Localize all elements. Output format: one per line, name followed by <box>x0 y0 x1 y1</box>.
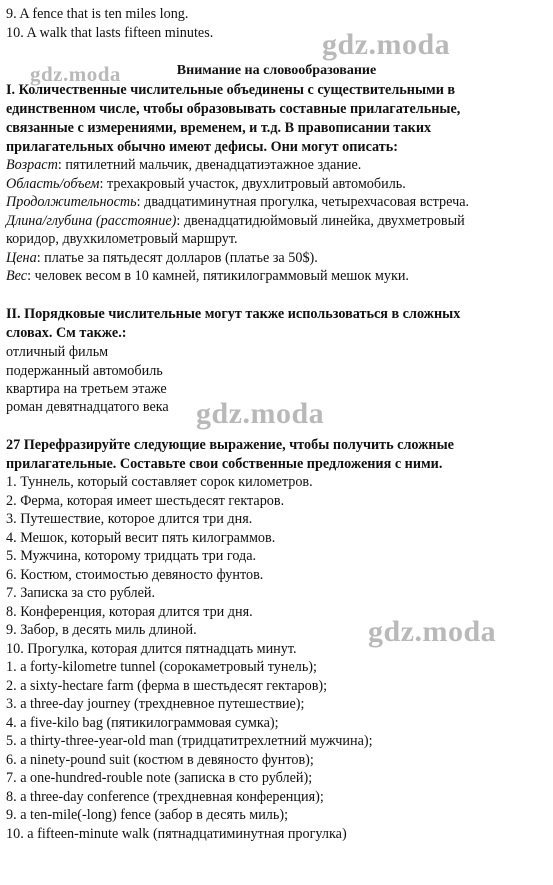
section1-heading-line: связанные с измерениями, временем, и т.д. В правописании таких <box>6 120 432 136</box>
item-text: коридор, двухкилометровый маршрут. <box>6 231 238 247</box>
item-label: Продолжительность <box>6 194 137 210</box>
answer-item: 5. a thirty-three-year-old man (тридцатитрехлетний мужчина); <box>6 733 373 749</box>
answer-item: 1. a forty-kilometre tunnel (сорокаметровый тунель); <box>6 659 317 675</box>
exercise-item: 2. Ферма, которая имеет шестьдесят гектаров. <box>6 493 285 509</box>
section1-heading-line: прилагательных обычно имеют дефисы. Они могут описать: <box>6 139 398 155</box>
exercise-heading-line: 27 Перефразируйте следующие выражение, чтобы получить сложные <box>6 437 454 453</box>
item-label: Возраст <box>6 157 58 173</box>
item-label: Область/объем <box>6 176 100 192</box>
top-line-1: 9. A fence that is ten miles long. <box>6 6 189 22</box>
item-label: Цена <box>6 250 37 266</box>
answer-item: 10. a fifteen-minute walk (пятнадцатиминутная прогулка) <box>6 826 347 842</box>
exercise-item: 4. Мешок, который весит пять килограммов. <box>6 530 276 546</box>
watermark-top-right: gdz.moda <box>322 28 451 61</box>
section2-example: роман девятнадцатого века <box>6 399 169 415</box>
item-text: : человек весом в 10 камней, пятикилограммовый мешок муки. <box>27 268 409 284</box>
exercise-item: 6. Костюм, стоимостью девяносто фунтов. <box>6 567 264 583</box>
exercise-item: 1. Туннель, который составляет сорок километров. <box>6 474 313 490</box>
section-title: Внимание на словообразование <box>176 63 377 78</box>
exercise-item: 8. Конференция, которая длится три дня. <box>6 604 253 620</box>
exercise-item: 10. Прогулка, которая длится пятнадцать минут. <box>6 641 297 657</box>
watermark-middle: gdz.moda <box>196 397 325 430</box>
section1-heading-line: единственном числе, чтобы образовывать составные прилагательные, <box>6 101 461 117</box>
watermark-bottom-right: gdz.moda <box>368 615 497 648</box>
answer-item: 8. a three-day conference (трехдневная конференция); <box>6 789 324 805</box>
answer-item: 3. a three-day journey (трехдневное путешествие); <box>6 696 305 712</box>
item-text: : пятилетний мальчик, двенадцатиэтажное здание. <box>57 157 362 173</box>
section2-example: отличный фильм <box>6 344 109 360</box>
answer-item: 2. a sixty-hectare farm (ферма в шестьдесят гектаров); <box>6 678 328 694</box>
answer-item: 4. a five-kilo bag (пятикилограммовая сумка); <box>6 715 279 731</box>
exercise-heading-line: прилагательные. Составьте свои собственные предложения с ними. <box>6 456 443 472</box>
exercise-item: 3. Путешествие, которое длится три дня. <box>6 511 253 527</box>
exercise-item: 5. Мужчина, которому тридцать три года. <box>6 548 257 564</box>
section1-item-length <box>6 212 547 231</box>
section2-example: подержанный автомобиль <box>6 363 163 379</box>
item-text: : платье за пятьдесят долларов (платье за 50$). <box>36 250 318 266</box>
section2-heading-line: словах. См также.: <box>6 325 127 341</box>
section1-item-area <box>6 175 547 194</box>
section1-item-length-cont <box>6 230 547 249</box>
item-text: : трехакровый участок, двухлитровый автомобиль. <box>99 176 406 192</box>
watermark-top-left: gdz.moda <box>30 62 121 86</box>
exercise-item: 9. Забор, в десять миль длиной. <box>6 622 197 638</box>
item-label: Длина/глубина (расстояние) <box>6 213 177 229</box>
item-text: : двадцатиминутная прогулка, четырехчасовая встреча. <box>136 194 470 210</box>
top-line-2: 10. A walk that lasts fifteen minutes. <box>6 25 214 41</box>
section1-item-price <box>6 249 547 268</box>
answer-item: 9. a ten-mile(-long) fence (забор в десять миль); <box>6 807 289 823</box>
item-text: : двенадцатидюймовый линейка, двухметровый <box>176 213 465 229</box>
section2-example: квартира на третьем этаже <box>6 381 167 397</box>
answer-item: 6. a ninety-pound suit (костюм в девяносто фунтов); <box>6 752 314 768</box>
exercise-item: 7. Записка за сто рублей. <box>6 585 156 601</box>
section1-item-weight <box>6 267 547 286</box>
answer-item: 7. a one-hundred-rouble note (записка в сто рублей); <box>6 770 313 786</box>
section2-heading-line: II. Порядковые числительные могут также использоваться в сложных <box>6 306 461 322</box>
item-label: Вес <box>6 268 28 284</box>
section1-item-duration <box>6 193 547 212</box>
section1-heading-line: I. Количественные числительные объединены с существительными в <box>6 82 456 98</box>
section1-item-age <box>6 156 547 175</box>
